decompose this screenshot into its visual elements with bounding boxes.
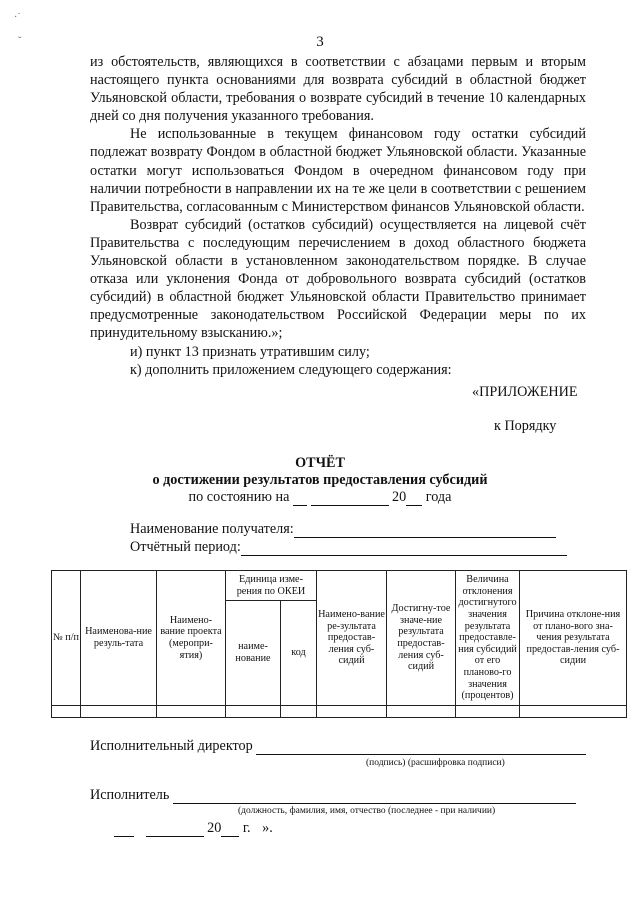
table-cell[interactable] — [281, 706, 317, 718]
col-header-result-value: Наимено-вание ре-зультата предостав-ления суб-сидий — [317, 571, 387, 706]
col-header-unit-code: код — [281, 601, 317, 706]
paragraph: из обстоятельств, являющихся в соответствии с абзацами первым и вторым настоящего пункта основаниями для возврата субсидий в областной бюджет Ульяновской области, требования о возврате субсидий в течение 10 календарных дней со дня получения указанного требования. — [90, 54, 586, 125]
report-table — [51, 570, 627, 718]
scan-mark: ˇ — [18, 36, 22, 47]
report-title: ОТЧЁТ — [295, 455, 345, 471]
date-prefix: по состоянию на — [188, 489, 290, 505]
list-item: к) дополнить приложением следующего содержания: — [130, 361, 452, 378]
executor-label: Исполнитель — [90, 787, 170, 803]
table-cell[interactable] — [226, 706, 281, 718]
director-hint: (подпись) (расшифровка подписи) — [366, 758, 505, 768]
month-blank[interactable] — [311, 491, 389, 506]
period-label: Отчётный период: — [130, 539, 241, 555]
date-suffix: года — [425, 489, 452, 505]
executor-signature-blank[interactable] — [173, 789, 576, 804]
col-header-unit-name: наиме-нование — [226, 601, 281, 706]
col-header-achieved: Достигну-тое значе-ние результата предостав-ления суб-сидий — [387, 571, 456, 706]
director-signature-line — [90, 738, 586, 755]
table-cell[interactable] — [157, 706, 226, 718]
table-cell[interactable] — [52, 706, 81, 718]
col-header-no: № п/п — [52, 571, 81, 706]
executor-signature-line — [90, 787, 576, 804]
col-header-unit-group: Единица изме-рения по ОКЕИ — [226, 571, 317, 601]
list-item: и) пункт 13 признать утратившим силу; — [130, 343, 370, 360]
page-number: 3 — [316, 34, 324, 50]
paragraph: Возврат субсидий (остатков субсидий) осуществляется на лицевой счёт Правительства с последующим перечислением в доход областного бюджета Ульяновской области в установленном законодательством порядке. В случае отказа или уклонения Фонда от добровольного возврата субсидий (остатков субсидий) в областной бюджет Ульяновской области Правительство принимает предусмотренные законодательством Российской Федерации меры по их принудительному взысканию.»; — [90, 216, 586, 342]
body-text — [90, 53, 586, 379]
sign-date-end: ». — [262, 820, 273, 836]
period-blank[interactable] — [241, 541, 567, 556]
col-header-deviation: Величина отклонения достигнутого значения результата предоставле-ния субсидий от его планово-го значения (процентов) — [456, 571, 520, 706]
sign-date-g: г. — [242, 820, 251, 836]
signature-date-line — [114, 820, 273, 837]
col-header-project: Наимено-вание проекта (меропри-ятия) — [157, 571, 226, 706]
day-blank[interactable] — [293, 491, 307, 506]
table-cell[interactable] — [81, 706, 157, 718]
sign-day-blank[interactable] — [114, 822, 134, 837]
sign-year-blank[interactable] — [221, 822, 239, 837]
col-header-result-name: Наименова-ние резуль-тата — [81, 571, 157, 706]
recipient-label: Наименование получателя: — [130, 521, 294, 537]
col-header-reason: Причина отклоне-ния от плано-вого зна-чения результата предостав-ления суб-сидии — [520, 571, 627, 706]
paragraph: Не использованные в текущем финансовом году остатки субсидий подлежат возврату Фондом в областной бюджет Ульяновской области. Указанные остатки могут использоваться Фондом в очередном финансовом году при наличии потребности в направлении их на те же цели в соответствии с решением Правительства, согласованным с Министерством финансов Ульяновской области. — [90, 126, 586, 215]
sign-month-blank[interactable] — [146, 822, 204, 837]
table-row — [52, 706, 627, 718]
table-cell[interactable] — [456, 706, 520, 718]
date-year: 20 — [392, 489, 407, 505]
appendix-label: «ПРИЛОЖЕНИЕ — [472, 384, 578, 400]
director-signature-blank[interactable] — [256, 740, 586, 755]
table-cell[interactable] — [317, 706, 387, 718]
appendix-subtitle: к Порядку — [494, 418, 557, 434]
report-date-line — [0, 489, 640, 506]
report-subtitle: о достижении результатов предоставления субсидий — [152, 472, 488, 488]
table-cell[interactable] — [387, 706, 456, 718]
sign-date-year: 20 — [207, 820, 222, 836]
year-blank[interactable] — [406, 491, 422, 506]
recipient-field — [130, 521, 556, 538]
executor-hint: (должность, фамилия, имя, отчество (последнее - при наличии) — [238, 806, 496, 816]
table-cell[interactable] — [520, 706, 627, 718]
scan-mark: ·˙ — [14, 12, 21, 23]
period-field — [130, 539, 567, 556]
recipient-blank[interactable] — [294, 523, 556, 538]
director-label: Исполнительный директор — [90, 738, 253, 754]
